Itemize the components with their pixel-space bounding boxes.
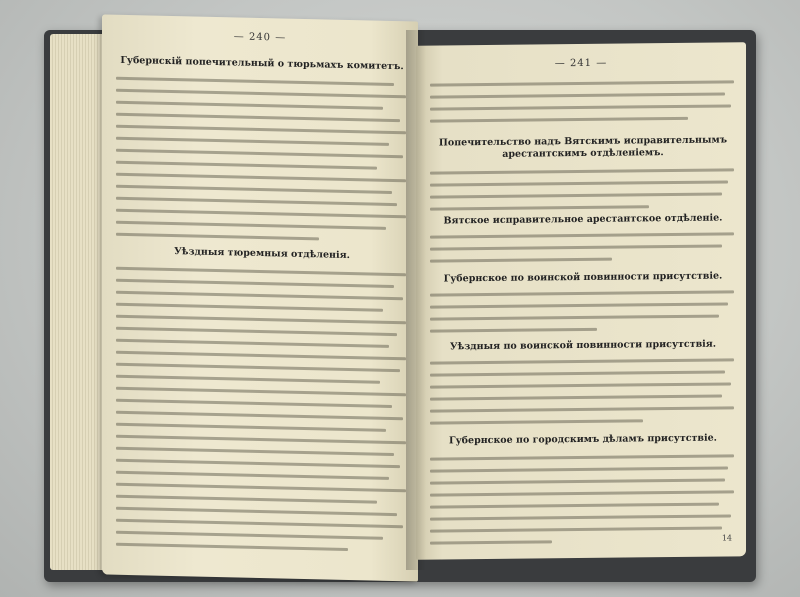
right-footer-number: 14: [721, 533, 732, 543]
right-page: [416, 42, 746, 559]
right-heading-military-district: Уѣздныя по воинской повинности присутствія.: [449, 338, 717, 353]
book-gutter-shadow: [406, 30, 426, 570]
right-page-number: — 241 —: [554, 57, 608, 70]
right-text-block-6: [430, 454, 734, 553]
left-text-block-2: [116, 267, 406, 562]
left-heading-committee: Губернскій попечительный о тюрьмахъ комитетъ.: [120, 54, 404, 73]
left-page: [102, 14, 418, 581]
right-heading-military-gubernia: Губернское по воинской повинности присутствіе.: [443, 270, 723, 285]
left-text-block-1: [116, 77, 406, 252]
right-text-block-5: [430, 358, 734, 433]
right-heading-city-affairs: Губернское по городскимъ дѣламъ присутствіе.: [449, 432, 717, 447]
left-page-number: — 240 —: [233, 31, 287, 44]
right-text-block-3: [430, 232, 734, 271]
right-text-block-4: [430, 290, 734, 341]
left-heading-district: Уѣздныя тюремныя отдѣленія.: [174, 246, 350, 262]
right-text-block-1: [430, 80, 734, 131]
right-heading-vyatka-department: Вятское исправительное арестантское отдѣленіе.: [443, 212, 723, 227]
right-heading-guardianship: Попечительство надъ Вятскимъ исправительнымъ арестантскимъ отдѣленіемъ.: [438, 134, 728, 160]
